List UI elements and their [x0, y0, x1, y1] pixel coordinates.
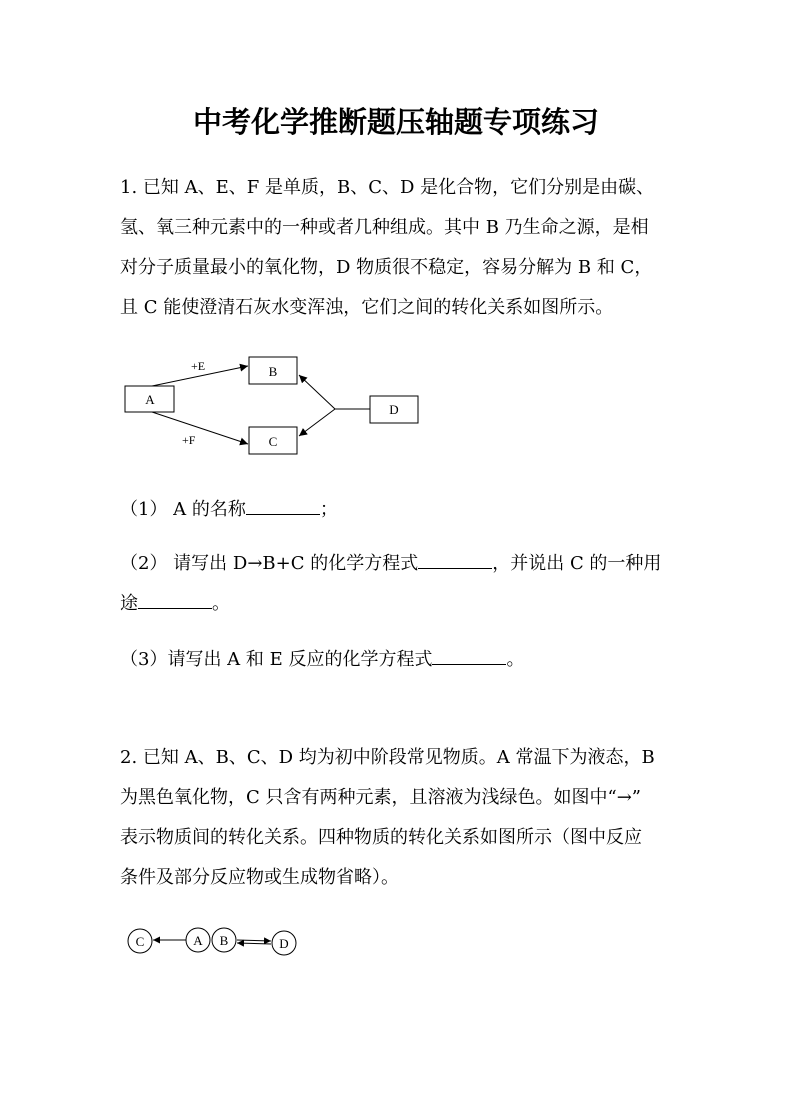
q2-text-line: 条件及部分反应物或生成物省略）。	[120, 867, 399, 888]
arrow-d-to-c	[299, 409, 335, 436]
edge-label-e: +E	[191, 359, 206, 373]
q1-sub2-line2-text: 途	[120, 593, 138, 614]
answer-blank[interactable]	[138, 592, 212, 609]
q1-text-line: 且 C 能使澄清石灰水变浑浊，它们之间的转化关系如图所示。	[120, 297, 614, 318]
q1-text-line: 1. 已知 A、E、F 是单质，B、C、D 是化合物，它们分别是由碳、	[120, 177, 655, 198]
q1-sub2-middle: ，并说出 C 的一种用	[492, 553, 662, 574]
q1-sub2-text: （2） 请写出 D→B+C 的化学方程式	[120, 553, 419, 574]
q2-diagram	[120, 925, 320, 965]
q1-sub1-text: （1） A 的名称	[120, 499, 246, 520]
answer-blank[interactable]	[432, 648, 506, 665]
q2-text-line: 表示物质间的转化关系。四种物质的转化关系如图所示（图中反应	[120, 827, 642, 848]
node-d-label: D	[279, 936, 289, 951]
q1-diagram	[115, 350, 435, 470]
q1-sub1-suffix: ；	[319, 499, 338, 520]
q1-text-line: 对分子质量最小的氧化物，D 物质很不稳定，容易分解为 B 和 C，	[120, 257, 653, 278]
q2-text-line: 为黑色氧化物，C 只含有两种元素，且溶液为浅绿色。如图中“→”	[120, 787, 641, 808]
node-b-label: B	[268, 364, 278, 379]
node-a-label: A	[145, 392, 155, 407]
edge-label-f: +F	[182, 433, 196, 447]
node-c-label: C	[268, 434, 278, 449]
arrow-d-to-b	[237, 943, 271, 944]
q1-sub3-text: （3）请写出 A 和 E 反应的化学方程式	[120, 649, 433, 670]
q1-sub1	[120, 490, 338, 530]
arrow-a-to-c	[152, 412, 248, 444]
node-a-label: A	[193, 933, 203, 948]
node-b-label: B	[219, 933, 229, 948]
q1-text-line: 氢、氧三种元素中的一种或者几种组成。其中 B 乃生命之源，是相	[120, 217, 649, 238]
page-title: 中考化学推断题压轴题专项练习	[192, 105, 599, 139]
q1-sub2-line2	[120, 584, 230, 624]
q1-sub2	[120, 544, 661, 584]
answer-blank[interactable]	[418, 552, 492, 569]
q1-sub3-suffix: 。	[506, 649, 525, 670]
node-d-label: D	[389, 402, 399, 417]
node-c-label: C	[135, 934, 145, 949]
arrow-b-to-d	[237, 940, 271, 941]
answer-blank[interactable]	[246, 498, 320, 515]
q1-sub3	[120, 640, 524, 680]
arrow-d-to-b	[299, 375, 335, 409]
q1-sub2-suffix: 。	[212, 593, 230, 614]
q2-text-line: 2. 已知 A、B、C、D 均为初中阶段常见物质。A 常温下为液态，B	[120, 747, 655, 768]
